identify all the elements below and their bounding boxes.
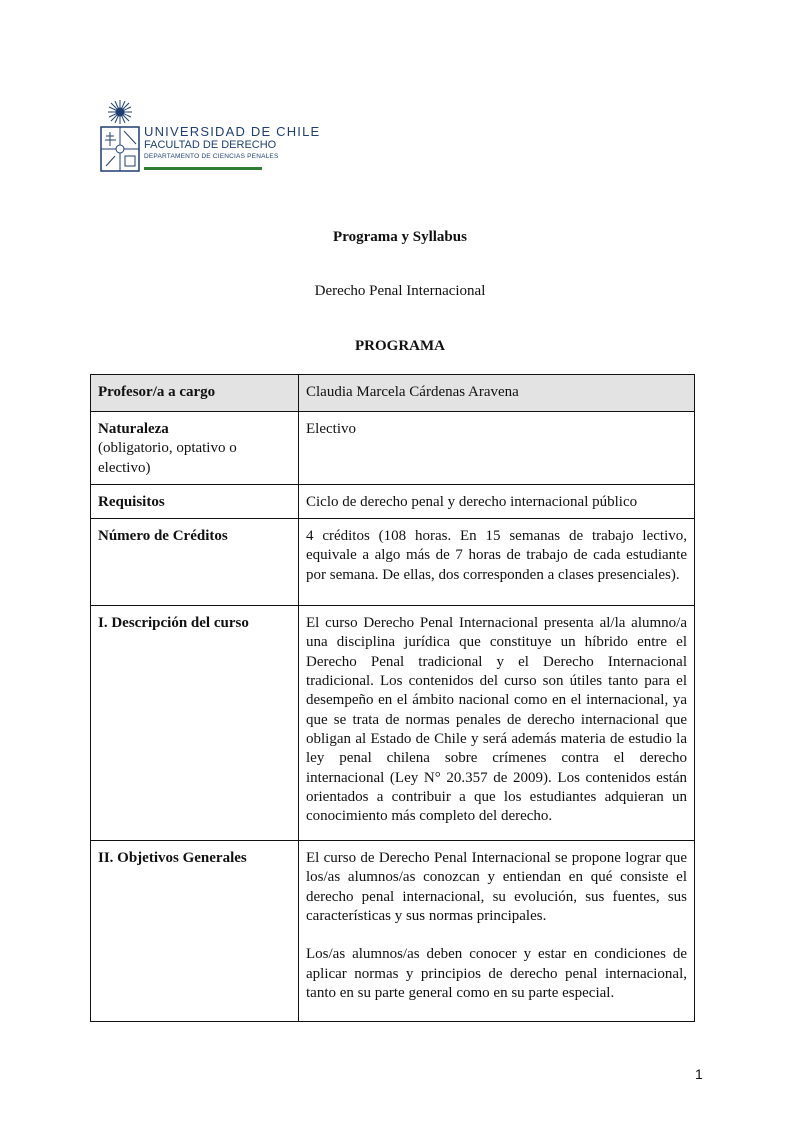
table-row [91,375,695,412]
page-number: 1 [695,1066,703,1082]
row-label: Requisitos [91,484,299,518]
table-row [91,484,695,518]
university-crest-icon [98,100,142,175]
row-label: Profesor/a a cargo [91,375,299,412]
row-value-cell [299,841,695,1022]
table-row [91,412,695,485]
row-value: 4 créditos (108 horas. En 15 semanas de trabajo lectivo, equivale a algo más de 7 horas de trabajo de cada estudiante por semana. De ellas, dos corresponden a clases presenciales). [299,519,695,606]
course-name: Derecho Penal Internacional [314,283,486,299]
logo-green-bar [144,167,262,170]
row-label: Número de Créditos [91,519,299,606]
logo-department-name: DEPARTAMENTO DE CIENCIAS PENALES [144,153,279,160]
row-value: Claudia Marcela Cárdenas Aravena [299,375,695,412]
row-value: Electivo [299,412,695,485]
row-value: Ciclo de derecho penal y derecho internacional público [299,484,695,518]
table-row [91,606,695,841]
university-logo [98,100,321,175]
row-label: Naturaleza [98,421,169,437]
row-label: I. Descripción del curso [91,606,299,841]
row-label: II. Objetivos Generales [91,841,299,1022]
logo-faculty-name: FACULTAD DE DERECHO [144,139,277,151]
document-title: Programa y Syllabus [333,229,467,245]
row-value: El curso de Derecho Penal Internacional se propone lograr que los/as alumnos/as conozcan y entiendan en qué consiste el derecho penal internacional, su evolución, sus fuentes, sus características y sus normas principales. [306,850,687,925]
row-label-cell [91,412,299,485]
section-heading: PROGRAMA [355,338,445,354]
logo-university-name: UNIVERSIDAD DE CHILE [144,124,321,139]
row-value-paragraph-2: Los/as alumnos/as deben conocer y estar en condiciones de aplicar normas y principios de derecho penal internacional, tanto en su parte general como en su parte especial. [306,946,687,1001]
row-value: El curso Derecho Penal Internacional presenta al/la alumno/a una disciplina jurídica que constituye un híbrido entre el Derecho Penal tradicional y el Derecho Internacional tradicional. Los contenidos del curso son útiles tanto para el desempeño en el ámbito nacional como en el internacional, ya que se trata de normas penales de derecho internacional que obligan al Estado de Chile y será además materia de estudio la ley penal chilena sobre crímenes contra el derecho internacional (Ley N° 20.357 de 2009). Los contenidos están orientados a contribuir a que los estudiantes adquieran un conocimiento más completo del derecho. [299,606,695,841]
program-table [90,374,695,1022]
table-row [91,841,695,1022]
table-row [91,519,695,606]
row-sublabel: (obligatorio, optativo o electivo) [98,440,237,476]
